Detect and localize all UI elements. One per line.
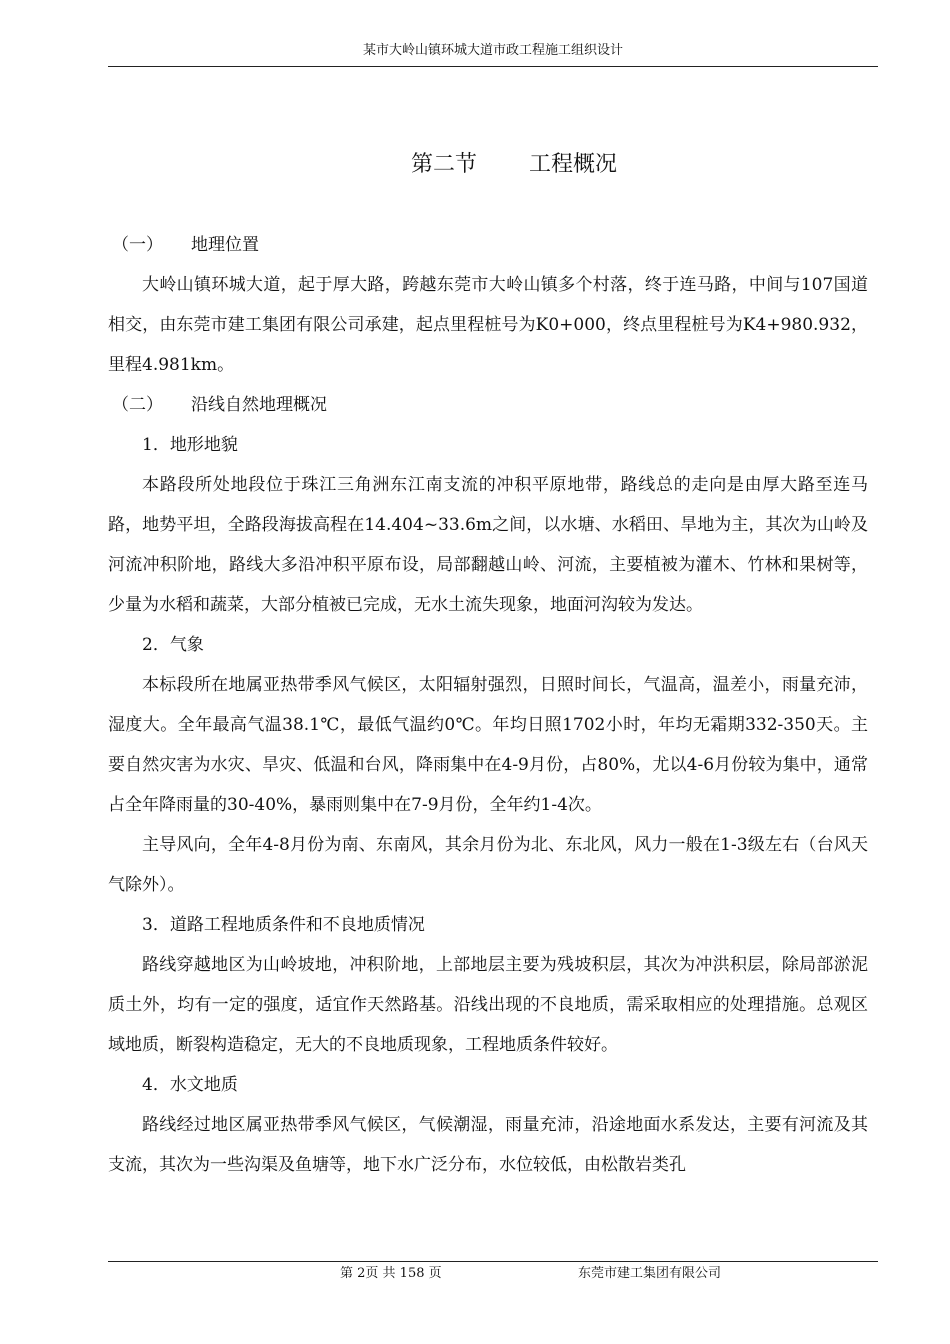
- heading-location: [108, 225, 868, 265]
- heading-text: 地理位置: [191, 235, 259, 255]
- paragraph-wind: 主导风向，全年4-8月份为南、东南风，其余月份为北、东北风，风力一般在1-3级左右（台风天气除外）。: [108, 835, 868, 895]
- section-title: [108, 150, 920, 180]
- footer-divider: [108, 1261, 878, 1262]
- paragraph-geology: 路线穿越地区为山岭坡地，冲积阶地，上部地层主要为残坡积层，其次为冲洪积层，除局部淤泥质土外，均有一定的强度，适宜作天然路基。沿线出现的不良地质，需采取相应的处理措施。总观区域地质，断裂构造稳定，无大的不良地质现象，工程地质条件较好。: [108, 955, 868, 1055]
- paragraph-location: 大岭山镇环城大道，起于厚大路，跨越东莞市大岭山镇多个村落，终于连马路，中间与107国道相交，由东莞市建工集团有限公司承建，起点里程桩号为K0+000，终点里程桩号为K4+980.932，里程4.981km。: [108, 275, 868, 375]
- heading-number: （一）: [112, 235, 163, 255]
- heading-number: （二）: [112, 395, 163, 415]
- footer-company: 东莞市建工集团有限公司: [578, 1266, 722, 1281]
- paragraph-climate: 本标段所在地属亚热带季风气候区，太阳辐射强烈，日照时间长，气温高，温差小，雨量充沛，湿度大。全年最高气温38.1℃，最低气温约0℃。年均日照1702小时，年均无霜期332-350天。主要自然灾害为水灾、旱灾、低温和台风，降雨集中在4-9月份，占80%，尤以4-6月份较为集中，通常占全年降雨量的30-40%，暴雨则集中在7-9月份，全年约1-4次。: [108, 675, 868, 815]
- page-number: 第 2页 共 158 页: [340, 1266, 442, 1281]
- heading-natural-geography: [108, 385, 868, 425]
- subheading-terrain: 1．地形地貌: [142, 435, 238, 455]
- subheading-geology: 3．道路工程地质条件和不良地质情况: [142, 915, 425, 935]
- document-body: [108, 225, 868, 1185]
- header-divider: [108, 66, 878, 67]
- page-header: 某市大岭山镇环城大道市政工程施工组织设计: [362, 43, 623, 58]
- section-heading: 工程概况: [529, 152, 618, 177]
- subheading-climate: 2．气象: [142, 635, 204, 655]
- heading-text: 沿线自然地理概况: [191, 395, 327, 415]
- paragraph-hydrogeology: 路线经过地区属亚热带季风气候区，气候潮湿，雨量充沛，沿途地面水系发达，主要有河流及其支流，其次为一些沟渠及鱼塘等，地下水广泛分布，水位较低，由松散岩类孔: [108, 1115, 868, 1175]
- paragraph-terrain: 本路段所处地段位于珠江三角洲东江南支流的冲积平原地带，路线总的走向是由厚大路至连马路，地势平坦，全路段海拔高程在14.404~33.6m之间，以水塘、水稻田、旱地为主，其次为山岭及河流冲积阶地，路线大多沿冲积平原布设，局部翻越山岭、河流，主要植被为灌木、竹林和果树等，少量为水稻和蔬菜，大部分植被已完成，无水土流失现象，地面河沟较为发达。: [108, 475, 868, 615]
- subheading-hydrogeology: 4．水文地质: [142, 1075, 238, 1095]
- section-number: 第二节: [410, 152, 477, 177]
